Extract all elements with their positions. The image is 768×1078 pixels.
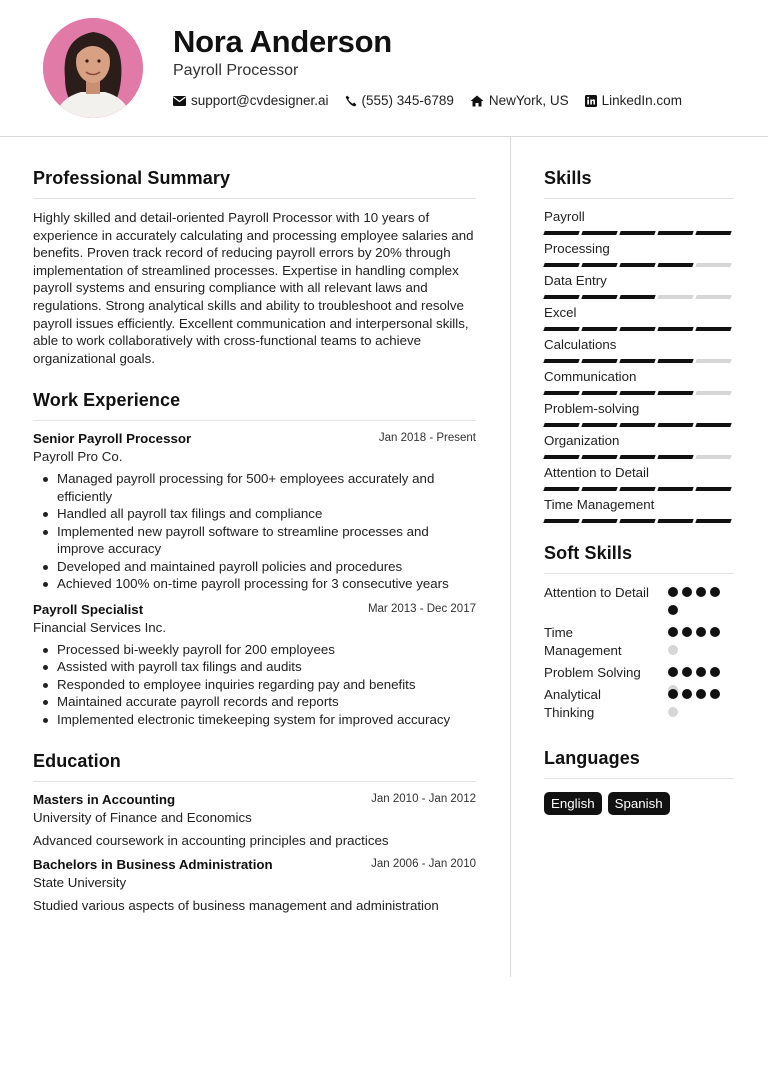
degree-title: Bachelors in Business Administration — [33, 857, 273, 873]
envelope-icon — [173, 96, 186, 106]
list-item: Handled all payroll tax filings and compliance — [33, 505, 476, 523]
skill-level-bar — [544, 423, 734, 427]
skill-bar-filled — [581, 359, 617, 363]
candidate-role: Payroll Processor — [173, 62, 299, 79]
skill-bar-filled — [543, 391, 579, 395]
skill-bar-filled — [543, 455, 579, 459]
language-badge: English — [544, 792, 602, 815]
rating-dot-filled — [668, 667, 678, 677]
linkedin-icon — [585, 95, 597, 107]
soft-skill-label: Analytical Thinking — [544, 687, 601, 720]
list-item: Maintained accurate payroll records and reports — [33, 693, 476, 711]
contact-location-text: NewYork, US — [488, 93, 569, 108]
skill-level-bar — [544, 455, 734, 459]
education-description: Studied various aspects of business management and administration — [33, 898, 439, 914]
list-item: Responded to employee inquiries regarding pay and benefits — [33, 676, 476, 694]
skill-level-bar — [544, 487, 734, 491]
skill-bar-empty — [695, 391, 731, 395]
skill-bar-filled — [619, 231, 655, 235]
skill-bar-filled — [695, 519, 731, 523]
soft-skill-rating — [668, 627, 724, 663]
rating-dot-filled — [696, 689, 706, 699]
rating-dot-filled — [696, 667, 706, 677]
skill-bar-filled — [619, 455, 655, 459]
skill-bar-filled — [657, 231, 693, 235]
language-badge: Spanish — [608, 792, 670, 815]
skill-item — [544, 241, 734, 273]
skill-label: Organization — [544, 433, 620, 448]
section-divider — [544, 198, 734, 199]
list-item: Implemented new payroll software to streamline processes and improve accuracy — [33, 523, 476, 558]
rating-dot-filled — [710, 627, 720, 637]
section-divider — [33, 420, 476, 421]
skill-bar-empty — [657, 295, 693, 299]
skills-section — [544, 168, 734, 529]
list-item: Achieved 100% on-time payroll processing for 3 consecutive years — [33, 575, 476, 593]
education-entry — [33, 792, 476, 848]
avatar — [43, 18, 143, 118]
rating-dot-filled — [710, 667, 720, 677]
skill-level-bar — [544, 391, 734, 395]
rating-dot-empty — [668, 645, 678, 655]
skill-bar-filled — [543, 519, 579, 523]
skill-bar-filled — [581, 263, 617, 267]
skill-label: Communication — [544, 369, 637, 384]
skill-bar-filled — [581, 231, 617, 235]
skill-level-bar — [544, 327, 734, 331]
rating-dot-filled — [682, 587, 692, 597]
soft-skill-label: Problem Solving — [544, 665, 641, 680]
skill-bar-filled — [619, 423, 655, 427]
skill-bar-filled — [581, 391, 617, 395]
education-dates: Jan 2010 - Jan 2012 — [371, 793, 476, 806]
skill-label: Data Entry — [544, 273, 607, 288]
section-divider — [544, 778, 734, 779]
skill-bar-filled — [543, 327, 579, 331]
education-section — [33, 751, 476, 913]
soft-skill-label: Attention to Detail — [544, 585, 649, 600]
list-item: Implemented electronic timekeeping system for improved accuracy — [33, 711, 476, 729]
rating-dot-filled — [668, 627, 678, 637]
skill-bar-filled — [581, 327, 617, 331]
soft-skill-label: Time Management — [544, 625, 622, 658]
job-dates: Mar 2013 - Dec 2017 — [367, 602, 476, 615]
main-column — [33, 168, 476, 913]
skill-label: Attention to Detail — [544, 465, 649, 480]
experience-section — [33, 390, 476, 728]
skill-bar-filled — [657, 455, 693, 459]
skill-label: Time Management — [544, 497, 655, 512]
profile-photo — [43, 18, 143, 118]
skill-label: Processing — [544, 241, 610, 256]
contact-email-text: support@cvdesigner.ai — [191, 93, 329, 108]
languages-section — [544, 748, 734, 815]
skill-bar-filled — [543, 423, 579, 427]
job-company: Financial Services Inc. — [33, 619, 167, 635]
job-entry — [33, 602, 476, 729]
education-title: Education — [33, 751, 121, 772]
school-name: University of Finance and Economics — [33, 810, 252, 826]
soft-skill-item — [544, 686, 734, 726]
skill-bar-filled — [695, 231, 731, 235]
skills-title: Skills — [544, 168, 592, 188]
degree-title: Masters in Accounting — [33, 792, 176, 808]
soft-skill-rating — [668, 689, 724, 725]
skill-bar-empty — [695, 263, 731, 267]
candidate-name: Nora Anderson — [173, 24, 392, 59]
education-dates: Jan 2006 - Jan 2010 — [371, 858, 476, 871]
languages-title: Languages — [544, 748, 640, 768]
skill-item — [544, 305, 734, 337]
list-item: Developed and maintained payroll policies and procedures — [33, 558, 476, 576]
skill-item — [544, 497, 734, 529]
skill-bar-filled — [543, 359, 579, 363]
skill-bar-filled — [657, 359, 693, 363]
list-item: Assisted with payroll tax filings and audits — [33, 658, 476, 676]
rating-dot-filled — [682, 689, 692, 699]
skill-bar-filled — [657, 263, 693, 267]
soft-skill-item — [544, 664, 734, 686]
job-title: Payroll Specialist — [33, 601, 144, 617]
skill-item — [544, 273, 734, 305]
skill-bar-filled — [619, 327, 655, 331]
skill-item — [544, 433, 734, 465]
skill-bar-filled — [695, 423, 731, 427]
skill-bar-filled — [657, 327, 693, 331]
skill-label: Calculations — [544, 337, 617, 352]
skill-level-bar — [544, 231, 734, 235]
contact-location — [470, 93, 569, 108]
skill-bar-filled — [695, 487, 731, 491]
sidebar-column — [544, 168, 734, 815]
skill-bar-empty — [695, 295, 731, 299]
skill-bar-filled — [619, 487, 655, 491]
section-divider — [33, 781, 476, 782]
skill-bar-filled — [543, 263, 579, 267]
skill-bar-filled — [657, 423, 693, 427]
soft-skill-rating — [668, 587, 724, 623]
soft-skill-item — [544, 584, 734, 624]
skill-bar-filled — [543, 295, 579, 299]
skill-bar-filled — [657, 519, 693, 523]
column-divider — [510, 137, 511, 977]
skill-bar-filled — [619, 391, 655, 395]
rating-dot-filled — [696, 587, 706, 597]
skill-item — [544, 369, 734, 401]
skill-item — [544, 209, 734, 241]
rating-dot-empty — [668, 707, 678, 717]
skill-bar-filled — [619, 295, 655, 299]
education-entry — [33, 857, 476, 913]
skill-bar-filled — [619, 263, 655, 267]
rating-dot-filled — [696, 627, 706, 637]
skill-bar-filled — [543, 231, 579, 235]
list-item: Processed bi-weekly payroll for 200 employees — [33, 641, 476, 659]
list-item: Managed payroll processing for 500+ employees accurately and efficiently — [33, 470, 476, 505]
skill-bar-filled — [619, 519, 655, 523]
rating-dot-filled — [668, 689, 678, 699]
skill-bar-filled — [581, 519, 617, 523]
contact-phone-text: (555) 345-6789 — [361, 93, 454, 108]
rating-dot-filled — [668, 587, 678, 597]
rating-dot-filled — [668, 605, 678, 615]
skills-list — [544, 209, 734, 529]
skill-item — [544, 465, 734, 497]
skill-label: Problem-solving — [544, 401, 640, 416]
soft-skill-item — [544, 624, 734, 664]
skill-bar-empty — [695, 455, 731, 459]
skill-bar-filled — [581, 455, 617, 459]
language-list — [544, 792, 734, 815]
skill-item — [544, 337, 734, 369]
skill-bar-filled — [543, 487, 579, 491]
skill-bar-filled — [657, 391, 693, 395]
job-bullets — [33, 641, 476, 729]
job-title: Senior Payroll Processor — [33, 431, 192, 447]
home-icon — [470, 95, 484, 107]
summary-section — [33, 168, 476, 367]
rating-dot-filled — [710, 689, 720, 699]
skill-bar-filled — [695, 327, 731, 331]
contact-phone[interactable] — [345, 93, 454, 108]
soft-skills-section — [544, 543, 734, 726]
school-name: State University — [33, 875, 127, 891]
skill-bar-filled — [581, 487, 617, 491]
contact-linkedin[interactable] — [585, 93, 682, 108]
contact-linkedin-text: LinkedIn.com — [601, 93, 682, 108]
skill-label: Payroll — [544, 209, 585, 224]
skill-level-bar — [544, 359, 734, 363]
phone-icon — [345, 95, 357, 107]
job-dates: Jan 2018 - Present — [378, 432, 476, 445]
education-description: Advanced coursework in accounting principles and practices — [33, 833, 389, 849]
skill-bar-filled — [657, 487, 693, 491]
soft-skills-title: Soft Skills — [544, 543, 633, 563]
job-bullets — [33, 470, 476, 593]
job-company: Payroll Pro Co. — [33, 449, 123, 465]
skill-bar-empty — [695, 359, 731, 363]
resume-header — [0, 0, 768, 137]
skill-level-bar — [544, 263, 734, 267]
rating-dot-filled — [710, 587, 720, 597]
contact-email[interactable] — [173, 93, 329, 108]
skill-bar-filled — [619, 359, 655, 363]
skill-level-bar — [544, 519, 734, 523]
contact-list — [173, 93, 698, 108]
skill-label: Excel — [544, 305, 577, 320]
summary-text: Highly skilled and detail-oriented Payroll Processor with 10 years of experience in accurately calculating and processing employee salaries and benefits. Proven track record of reducing payroll errors by 20% through implementation of streamlined processes. Expertise in handling complex payroll systems and ensuring compliance with all relevant laws and regulations. Strong analytical skills and ability to troubleshoot and resolve payroll issues efficiently. Excellent communication and interpersonal skills, able to work collaboratively with cross-functional teams to achieve organizational goals. — [33, 210, 474, 366]
section-divider — [544, 573, 734, 574]
section-divider — [33, 198, 476, 199]
summary-title: Professional Summary — [33, 168, 231, 188]
rating-dot-filled — [682, 667, 692, 677]
skill-bar-filled — [581, 295, 617, 299]
skill-bar-filled — [581, 423, 617, 427]
experience-title: Work Experience — [33, 390, 181, 411]
skill-item — [544, 401, 734, 433]
rating-dot-filled — [682, 627, 692, 637]
job-entry — [33, 431, 476, 593]
skill-level-bar — [544, 295, 734, 299]
